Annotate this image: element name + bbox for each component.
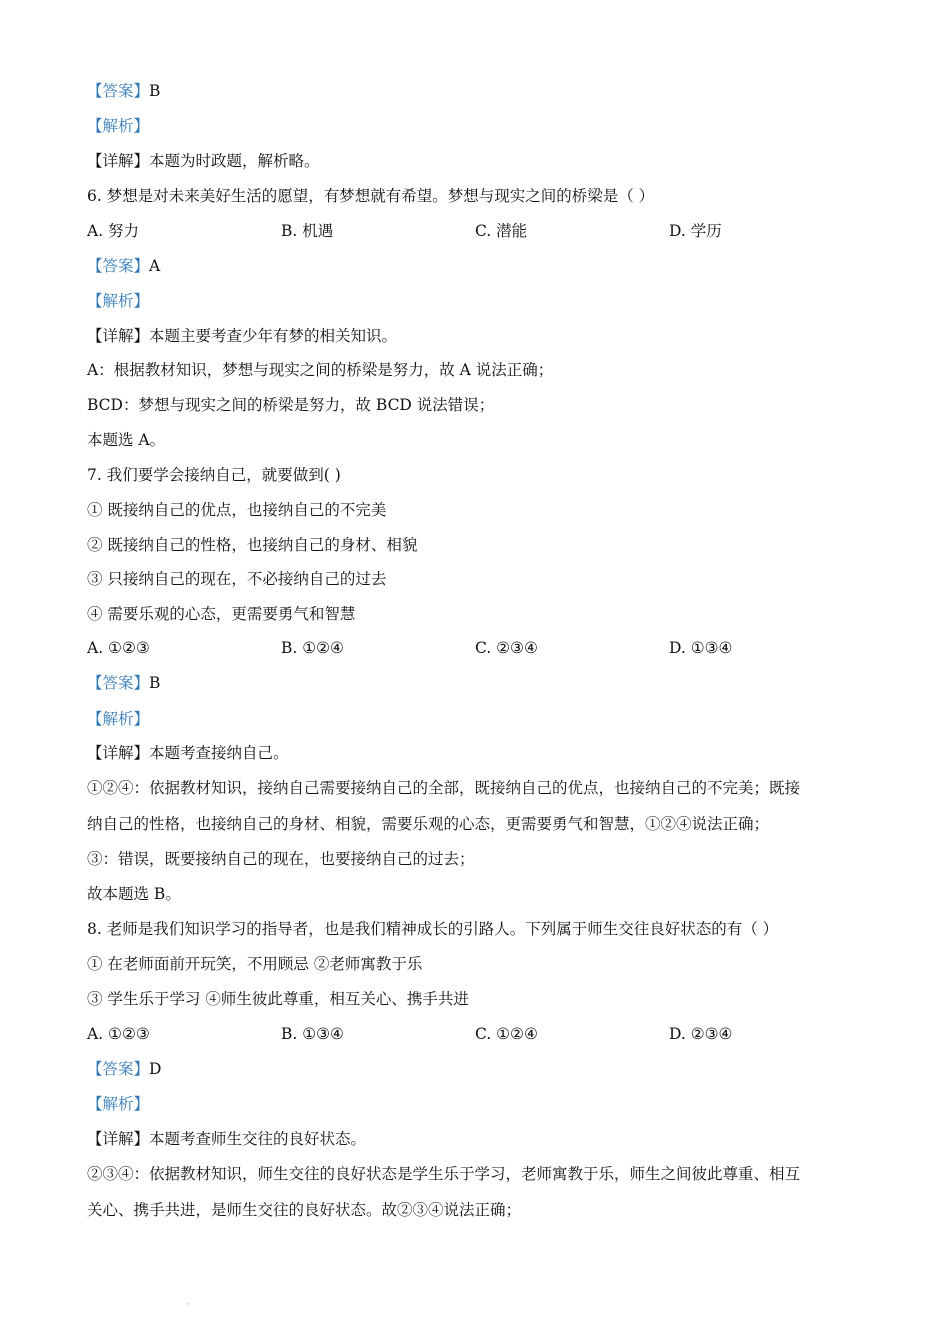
question-8: 8. 老师是我们知识学习的指导者，也是我们精神成长的引路人。下列属于师生交往良好状态的有（ ）	[87, 920, 779, 938]
q6-option-a: A. 努力	[87, 222, 140, 240]
q8-analysis-line	[87, 1093, 149, 1115]
q6-explanation: A：根据教材知识，梦想与现实之间的桥梁是努力，故 A 说法正确；	[87, 361, 554, 379]
detail-label: 【详解】	[87, 152, 150, 170]
q6-option-d: D. 学历	[669, 222, 722, 240]
detail-label: 【详解】	[87, 327, 150, 345]
q7-explanation: ③：错误，既要接纳自己的现在，也要接纳自己的过去；	[87, 850, 475, 868]
question-6: 6. 梦想是对未来美好生活的愿望，有梦想就有希望。梦想与现实之间的桥梁是（ ）	[87, 187, 655, 205]
detail-label: 【详解】	[87, 1130, 150, 1148]
question-7: 7. 我们要学会接纳自己，就要做到( )	[87, 466, 341, 484]
q7-option-c: C. ②③④	[475, 639, 538, 657]
q8-explanation: ②③④：依据教材知识，师生交往的良好状态是学生乐于学习，老师寓教于乐，师生之间彼此尊重、相互	[87, 1165, 801, 1183]
q7-answer-line	[87, 672, 160, 694]
q8-option-a: A. ①②③	[87, 1025, 150, 1043]
analysis-label: 【解析】	[87, 292, 150, 310]
q6-explanation: 本题选 A。	[87, 431, 166, 449]
q7-detail-text: 本题考查接纳自己。	[149, 744, 289, 762]
q6-answer-value: A	[149, 257, 161, 275]
q8-option-c: C. ①②④	[475, 1025, 538, 1043]
q6-answer-line	[87, 255, 160, 277]
q8-statement: ① 在老师面前开玩笑，不用顾忌 ②老师寓教于乐	[87, 955, 423, 973]
q8-detail-text: 本题考查师生交往的良好状态。	[149, 1130, 367, 1148]
q6-option-c: C. 潜能	[475, 222, 528, 240]
q6-detail-line	[87, 325, 397, 347]
q8-detail-line	[87, 1128, 366, 1150]
analysis-label: 【解析】	[87, 117, 150, 135]
q8-explanation: 关心、携手共进，是师生交往的良好状态。故②③④说法正确；	[87, 1201, 522, 1219]
answer-line	[87, 80, 160, 102]
q7-explanation: 故本题选 B。	[87, 885, 181, 903]
q7-statement: ③ 只接纳自己的现在，不必接纳自己的过去	[87, 570, 387, 588]
q7-statement: ① 既接纳自己的优点，也接纳自己的不完美	[87, 501, 387, 519]
detail-text: 本题为时政题，解析略。	[149, 152, 320, 170]
analysis-label: 【解析】	[87, 710, 150, 728]
answer-label: 【答案】	[87, 1060, 150, 1078]
q6-explanation: BCD：梦想与现实之间的桥梁是努力，故 BCD 说法错误；	[87, 396, 495, 414]
q7-option-b: B. ①②④	[281, 639, 344, 657]
answer-label: 【答案】	[87, 674, 150, 692]
q6-option-b: B. 机遇	[281, 222, 334, 240]
answer-label: 【答案】	[87, 82, 150, 100]
detail-label: 【详解】	[87, 744, 150, 762]
q7-answer-value: B	[149, 674, 161, 692]
analysis-label: 【解析】	[87, 1095, 150, 1113]
answer-label: 【答案】	[87, 257, 150, 275]
q7-explanation: 纳自己的性格，也接纳自己的身材、相貌，需要乐观的心态，更需要勇气和智慧，①②④说法正确；	[87, 815, 770, 833]
q8-statement: ③ 学生乐于学习 ④师生彼此尊重，相互关心、携手共进	[87, 990, 469, 1008]
analysis-line	[87, 115, 149, 137]
q7-statement: ② 既接纳自己的性格，也接纳自己的身材、相貌	[87, 536, 418, 554]
q8-option-d: D. ②③④	[669, 1025, 733, 1043]
q7-statement: ④ 需要乐观的心态，更需要勇气和智慧	[87, 605, 356, 623]
q7-option-a: A. ①②③	[87, 639, 150, 657]
detail-line	[87, 150, 320, 172]
q7-detail-line	[87, 742, 289, 764]
q6-detail-text: 本题主要考查少年有梦的相关知识。	[149, 327, 398, 345]
q8-answer-value: D	[149, 1060, 162, 1078]
q7-option-d: D. ①③④	[669, 639, 733, 657]
q7-analysis-line	[87, 708, 149, 730]
q7-explanation: ①②④：依据教材知识，接纳自己需要接纳自己的全部，既接纳自己的优点，也接纳自己的不完美；既接	[87, 779, 801, 797]
q8-option-b: B. ①③④	[281, 1025, 344, 1043]
q8-answer-line	[87, 1058, 161, 1080]
q6-analysis-line	[87, 290, 149, 312]
decorative-dot	[186, 1302, 189, 1305]
answer-value: B	[149, 82, 161, 100]
